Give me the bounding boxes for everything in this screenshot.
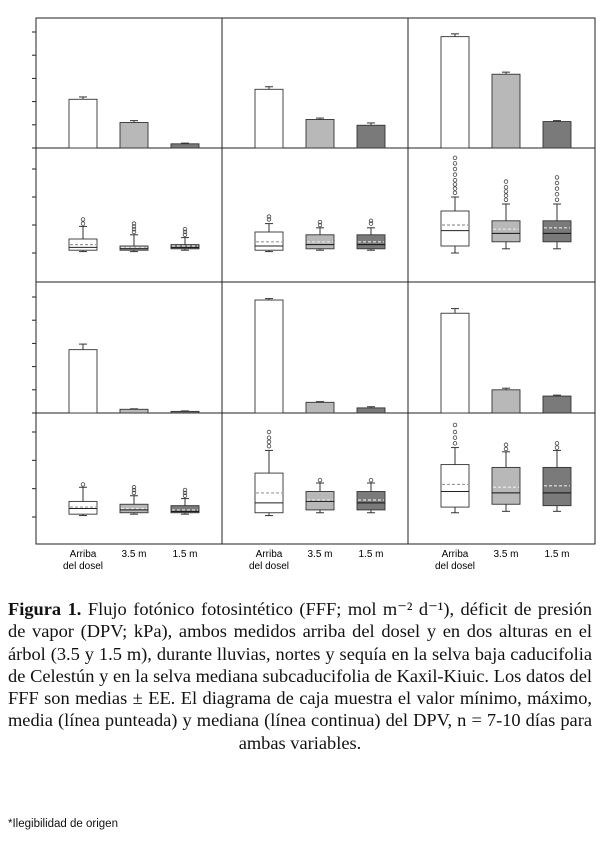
- box-outlier: [555, 176, 559, 180]
- figure-label: Figura 1.: [8, 599, 82, 619]
- box-outlier: [555, 192, 559, 196]
- box-outlier: [369, 478, 373, 482]
- box-outlier: [504, 190, 508, 194]
- box-outlier: [555, 181, 559, 185]
- dpv-box: [69, 501, 97, 514]
- fff-bar: [69, 99, 97, 148]
- fff-bar: [543, 122, 571, 148]
- x-category-label: 1.5 m: [544, 549, 570, 560]
- dpv-box: [306, 492, 334, 510]
- box-outlier: [555, 198, 559, 202]
- fff-bar: [492, 390, 520, 413]
- x-category-label: Arriba: [255, 549, 283, 560]
- box-outlier: [267, 440, 271, 444]
- dpv-box: [492, 221, 520, 242]
- box-outlier: [267, 436, 271, 440]
- dpv-box: [441, 211, 469, 246]
- box-outlier: [318, 478, 322, 482]
- box-outlier: [267, 430, 271, 434]
- box-outlier: [453, 167, 457, 171]
- box-outlier: [267, 444, 271, 448]
- x-category-label: 3.5 m: [307, 549, 333, 560]
- dpv-box: [255, 232, 283, 250]
- dpv-box: [543, 221, 571, 242]
- fff-bar: [357, 125, 385, 148]
- x-category-label: del dosel: [248, 561, 290, 572]
- fff-bar: [306, 402, 334, 413]
- fff-bar: [69, 350, 97, 413]
- box-outlier: [504, 180, 508, 184]
- box-outlier: [555, 187, 559, 191]
- box-outlier: [81, 483, 85, 487]
- box-outlier: [504, 443, 508, 447]
- box-outlier: [453, 183, 457, 187]
- box-outlier: [504, 198, 508, 202]
- fff-bar: [255, 300, 283, 413]
- box-outlier: [453, 162, 457, 166]
- fff-bar: [171, 411, 199, 413]
- fff-bar: [255, 89, 283, 148]
- box-outlier: [504, 185, 508, 189]
- figure-caption: [8, 598, 592, 754]
- x-category-label: Arriba: [69, 549, 97, 560]
- box-outlier: [81, 222, 85, 226]
- box-outlier: [453, 156, 457, 160]
- fff-bar: [441, 37, 469, 148]
- x-category-label: del dosel: [62, 561, 104, 572]
- box-outlier: [453, 187, 457, 191]
- x-category-label: 3.5 m: [121, 549, 147, 560]
- box-outlier: [453, 173, 457, 177]
- box-outlier: [453, 178, 457, 182]
- fff-bar: [120, 122, 148, 148]
- fff-bar: [492, 74, 520, 148]
- dpv-box: [120, 246, 148, 250]
- box-outlier: [453, 423, 457, 427]
- x-category-label: 1.5 m: [358, 549, 384, 560]
- dpv-box: [441, 465, 469, 508]
- fff-bar: [306, 119, 334, 148]
- dpv-box: [543, 467, 571, 505]
- box-outlier: [453, 430, 457, 434]
- fff-bar: [441, 313, 469, 413]
- box-outlier: [555, 442, 559, 446]
- x-category-label: Arriba: [441, 549, 469, 560]
- box-outlier: [453, 191, 457, 195]
- fff-bar: [171, 144, 199, 148]
- dpv-box: [492, 467, 520, 504]
- fff-bar: [543, 396, 571, 413]
- x-category-label: 3.5 m: [493, 549, 519, 560]
- box-outlier: [453, 436, 457, 440]
- box-outlier: [81, 218, 85, 222]
- x-category-label: 1.5 m: [172, 549, 198, 560]
- footnote: *Ilegibilidad de origen: [8, 818, 118, 830]
- fff-bar: [357, 408, 385, 413]
- box-outlier: [555, 446, 559, 450]
- box-outlier: [453, 442, 457, 446]
- dpv-box: [357, 492, 385, 510]
- fff-bar: [120, 409, 148, 413]
- figure-caption-text: Flujo fotónico fotosintético (FFF; mol m⁻² d⁻¹), déficit de presión de vapor (DPV; kPa), ambos medidos arriba del dosel y en dos alturas en el árbol (3.5 y 1.5 m), durante lluvias, nortes y sequía en la selva baja caducifolia de Celestún y en la selva mediana subcaducifolia de Kaxil-Kiuic. Los datos del FFF son medias ± EE. El diagrama de caja muestra el valor mínimo, máximo, media (línea punteada) y mediana (línea continua) del DPV, n = 7-10 días para ambas variables.: [8, 599, 592, 753]
- x-category-label: del dosel: [434, 561, 476, 572]
- box-outlier: [504, 447, 508, 451]
- dpv-box: [171, 245, 199, 249]
- box-outlier: [504, 194, 508, 198]
